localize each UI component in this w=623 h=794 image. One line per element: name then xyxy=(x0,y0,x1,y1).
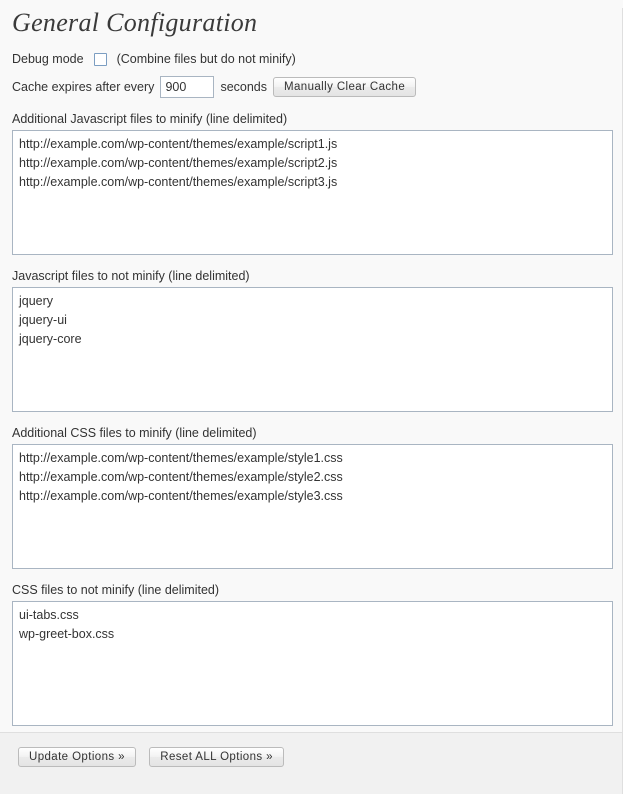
settings-page xyxy=(0,8,623,794)
debug-mode-hint: (Combine files but do not minify) xyxy=(116,52,296,66)
additional-js-textarea[interactable] xyxy=(12,130,613,255)
exclude-css-label: CSS files to not minify (line delimited) xyxy=(12,583,220,597)
footer-actions xyxy=(0,732,622,794)
page-title: General Configuration xyxy=(12,8,258,37)
additional-css-label: Additional CSS files to minify (line delimited) xyxy=(12,426,257,440)
additional-js-label: Additional Javascript files to minify (line delimited) xyxy=(12,112,288,126)
cache-expiry-row xyxy=(12,76,612,98)
additional-css-textarea[interactable] xyxy=(12,444,613,569)
debug-mode-label: Debug mode xyxy=(12,52,84,66)
reset-all-options-button[interactable]: Reset ALL Options » xyxy=(149,747,284,767)
cache-expiry-label-after: seconds xyxy=(220,80,267,94)
cache-expiry-input[interactable] xyxy=(160,76,214,98)
exclude-css-textarea[interactable] xyxy=(12,601,613,726)
exclude-js-textarea[interactable] xyxy=(12,287,613,412)
debug-mode-row xyxy=(12,52,612,66)
update-options-button[interactable]: Update Options » xyxy=(18,747,136,767)
manually-clear-cache-button[interactable]: Manually Clear Cache xyxy=(273,77,416,97)
debug-mode-checkbox[interactable] xyxy=(94,53,107,66)
cache-expiry-label-before: Cache expires after every xyxy=(12,80,155,94)
exclude-js-label: Javascript files to not minify (line delimited) xyxy=(12,269,250,283)
